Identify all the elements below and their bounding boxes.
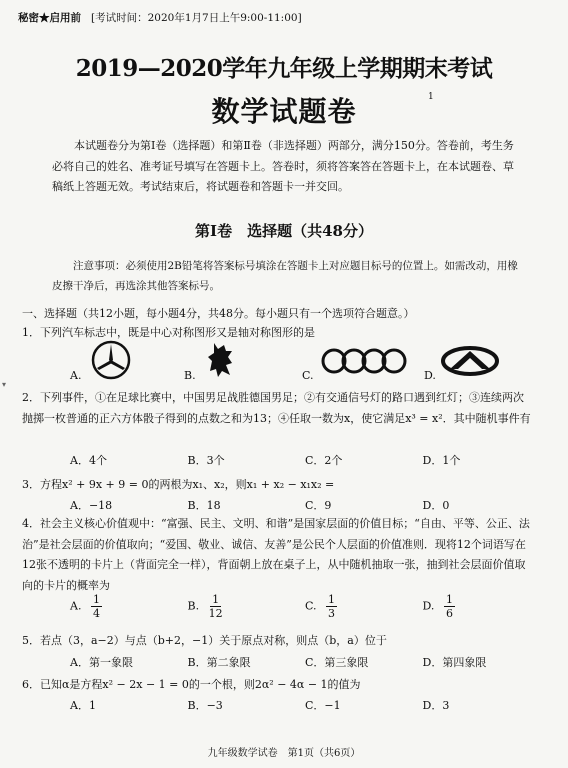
header [18, 10, 302, 25]
q4-option-d-label: D. [422, 599, 435, 613]
infiniti-logo-icon [440, 345, 500, 377]
q4-option-a [70, 593, 188, 620]
q2-option-c: C．2个 [305, 454, 343, 467]
q3-option-c: C．9 [305, 499, 332, 512]
question-3: 3．方程x² + 9x + 9 = 0的两根为x₁、x₂，则x₁ + x₂ − x₁x₂ = [22, 478, 335, 491]
q6-options [70, 697, 540, 713]
mercedes-logo-icon [90, 339, 132, 381]
q4-option-b-label: B. [187, 599, 200, 613]
q1-option-d: D. [424, 369, 436, 382]
q5-option-a: A．第一象限 [70, 656, 133, 669]
notice-paragraph: 注意事项：必须使用2B铅笔将答案标号填涂在答题卡上对应题目标号的位置上。如需改动，用橡皮擦干净后，再选涂其他答案标号。 [52, 260, 518, 292]
q5-option-d: D．第四象限 [422, 656, 487, 669]
confidential-label: 秘密★启用前 [18, 12, 81, 24]
fraction-denominator: 4 [92, 607, 100, 620]
q5-options [70, 654, 540, 670]
question-1: 1．下列汽车标志中，既是中心对称图形又是轴对称图形的是 [22, 326, 315, 339]
fraction-numerator: 1 [92, 593, 100, 606]
q4-option-d [423, 593, 541, 620]
q1-options [70, 339, 540, 385]
section-title: 第Ⅰ卷 选择题（共48分） [195, 222, 373, 240]
q2-option-a: A．4个 [70, 454, 107, 467]
q4-option-c-fraction [326, 593, 337, 620]
q3-options [70, 497, 540, 513]
audi-logo-icon [320, 347, 410, 375]
fraction-denominator: 3 [328, 607, 336, 620]
q6-option-d: D．3 [422, 699, 450, 712]
q3-option-d: D．0 [422, 499, 450, 512]
q2-option-b: B．3个 [187, 454, 225, 467]
q5-option-b: B．第二象限 [187, 656, 251, 669]
q3-option-a: A．−18 [70, 499, 113, 512]
q1-option-b: B. [184, 369, 196, 382]
q4-option-c [305, 593, 423, 620]
q2-option-d: D．1个 [422, 454, 461, 467]
q2-options [70, 452, 540, 468]
fraction-numerator: 1 [328, 593, 336, 606]
q4-option-d-fraction [444, 593, 455, 620]
edge-mark: ▾ [2, 380, 7, 389]
fraction-denominator: 12 [208, 607, 223, 620]
peugeot-logo-icon [204, 339, 238, 381]
fraction-numerator: 1 [445, 593, 453, 606]
q6-option-c: C．−1 [305, 699, 341, 712]
exam-time: [考试时间：2020年1月7日上午9:00-11:00] [91, 12, 302, 24]
question-2: 2．下列事件，①在足球比赛中，中国男足战胜德国男足；②有交通信号灯的路口遇到红灯；③连续两次抛掷一枚普通的正六方体骰子得到的点数之和为13；④任取一数为x，使它满足x³ = x²．其中随机事件有 [22, 391, 531, 425]
question-4: 4．社会主义核心价值观中：“富强、民主、文明、和谐”是国家层面的价值目标；“自由、平等、公正、法治”是社会层面的价值取向；“爱国、敬业、诚信、友善”是公民个人层面的价值准则．现将12个词语写在12张不透明的卡片上（背面完全一样），背面朝上放在桌子上，从中随机抽取一张，抽到社会层面价值取向的卡片的概率为 [22, 517, 530, 592]
fraction-numerator: 1 [212, 593, 220, 606]
q4-option-b-fraction [209, 593, 223, 620]
q4-option-a-fraction [91, 593, 102, 620]
intro-paragraph: 本试题卷分为第Ⅰ卷（选择题）和第Ⅱ卷（非选择题）两部分，满分150分。答卷前，考生务必将自己的姓名、准考证号填写在答题卡上。答卷时，须将答案答在答题卡上，在本试题卷、草稿纸上答题无效。考试结束后，将试题卷和答题卡一并交回。 [52, 139, 514, 193]
q4-option-b [188, 593, 306, 620]
q4-option-c-label: C. [305, 599, 317, 613]
q3-option-b: B．18 [187, 499, 221, 512]
q5-option-c: C．第三象限 [305, 656, 369, 669]
q6-option-a: A．1 [70, 699, 96, 712]
exam-subject-title: 数学试题卷 [211, 95, 357, 128]
corner-mark: 1 [428, 92, 434, 102]
q1-option-a: A. [70, 369, 82, 382]
q4-options [70, 593, 540, 620]
q4-option-a-label: A. [70, 599, 82, 613]
question-6: 6．已知α是方程x² − 2x − 1 = 0的一个根，则2α² − 4α − 1的值为 [22, 678, 361, 691]
page-footer: 九年级数学试卷 第1页（共6页） [207, 748, 361, 759]
q6-option-b: B．−3 [187, 699, 223, 712]
question-5: 5．若点（3，a−2）与点（b+2，−1）关于原点对称，则点（b，a）位于 [22, 634, 387, 647]
q1-option-c: C. [302, 369, 314, 382]
fraction-denominator: 6 [445, 607, 453, 620]
part-heading: 一、选择题（共12小题，每小题4分，共48分。每小题只有一个选项符合题意。） [22, 307, 415, 320]
exam-title: 2019—2020学年九年级上学期期末考试 [75, 55, 493, 82]
